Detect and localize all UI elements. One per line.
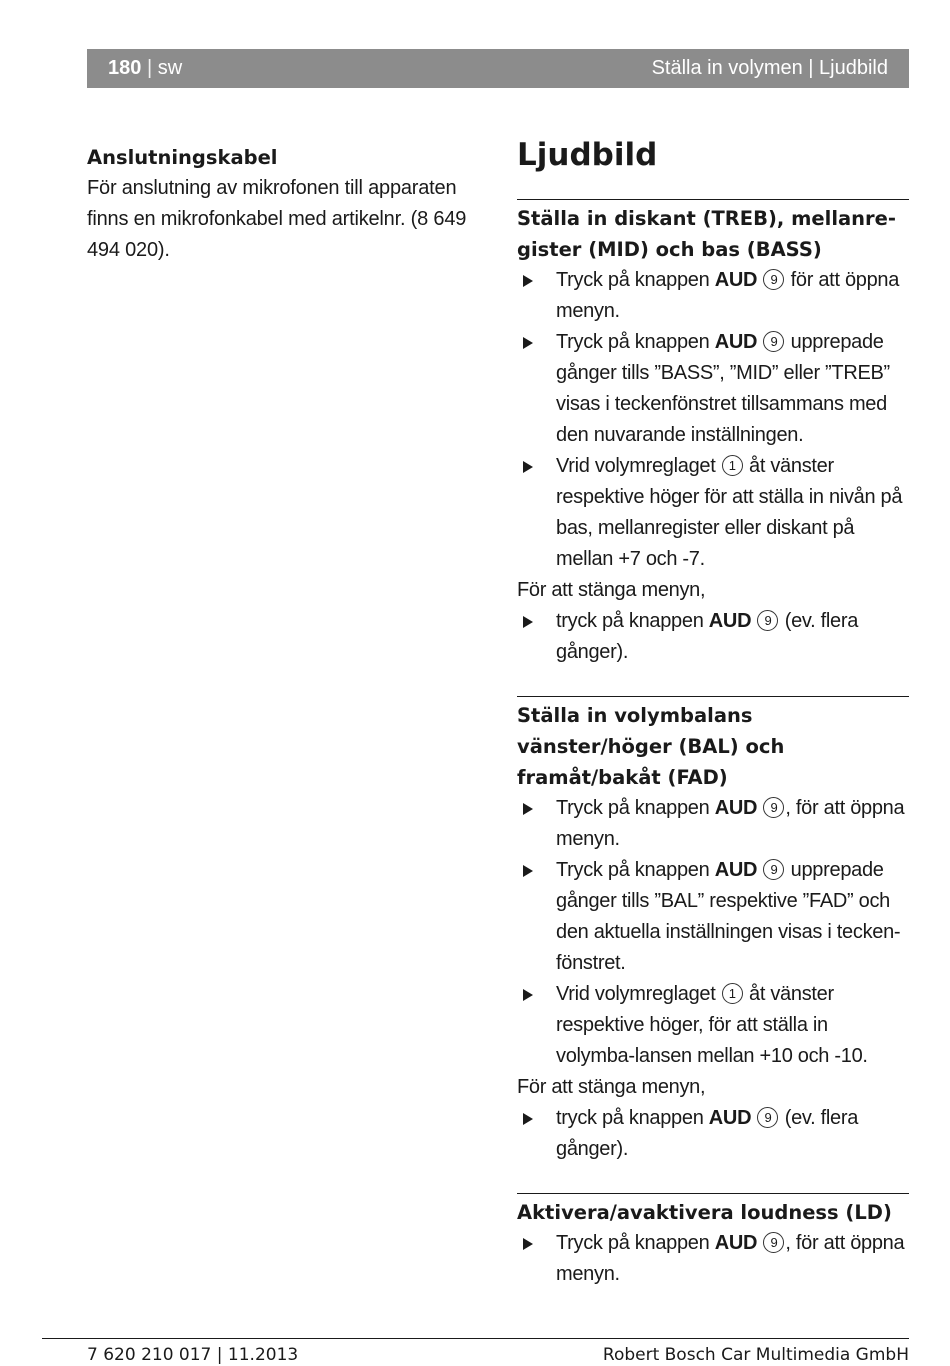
list-item: [517, 979, 909, 1072]
list-item: [517, 606, 909, 668]
ref-number-icon: 9: [763, 797, 784, 818]
footer-company: Robert Bosch Car Multimedia GmbH: [602, 1345, 909, 1365]
button-name: AUD: [714, 331, 758, 353]
ref-number-icon: 9: [757, 610, 778, 631]
section-divider: [517, 1193, 909, 1194]
footer-doc-number: 7 620 210 017 | 11.2013: [87, 1345, 299, 1365]
arrow-bullet-icon: [523, 461, 533, 473]
step-text: Tryck på knappen: [556, 331, 715, 353]
step-text: Tryck på knappen: [556, 269, 715, 291]
list-item: [517, 451, 909, 575]
step-text: , för att öppna menyn.: [556, 797, 905, 850]
step-text: Vrid volymreglaget: [556, 455, 721, 477]
step-text: för att öppna menyn.: [556, 269, 900, 322]
step-text: upprepade gånger tills ”BASS”, ”MID” eller ”TREB” visas i teckenfönstret tillsammans med den nuvarande inställningen.: [556, 331, 890, 446]
arrow-bullet-icon: [523, 803, 533, 815]
tone-steps: [517, 265, 909, 575]
list-item: [517, 793, 909, 855]
close-steps: [517, 1103, 909, 1165]
page-header: [87, 49, 909, 88]
button-name: AUD: [708, 610, 752, 632]
step-text: Tryck på knappen: [556, 859, 715, 881]
close-steps: [517, 606, 909, 668]
ref-number-icon: 1: [722, 455, 743, 476]
right-column: [517, 134, 909, 1290]
button-name: AUD: [714, 269, 758, 291]
close-menu-text: För att stänga menyn,: [517, 1076, 706, 1098]
section-heading-tone: Ställa in diskant (TREB), mellanre-gister (MID) och bas (BASS): [517, 207, 896, 261]
section-heading-balance: Ställa in volymbalans vänster/höger (BAL) och framåt/bakåt (FAD): [517, 704, 785, 789]
list-item: [517, 855, 909, 979]
list-item: [517, 1103, 909, 1165]
arrow-bullet-icon: [523, 616, 533, 628]
step-text: Vrid volymreglaget: [556, 983, 721, 1005]
step-text: tryck på knappen: [556, 610, 709, 632]
close-menu-text: För att stänga menyn,: [517, 579, 706, 601]
ref-number-icon: 9: [763, 1232, 784, 1253]
balance-steps: [517, 793, 909, 1072]
ref-number-icon: 9: [763, 331, 784, 352]
button-name: AUD: [708, 1107, 752, 1129]
page-number: 180: [108, 57, 142, 79]
ref-number-icon: 9: [763, 859, 784, 880]
step-text: åt vänster respektive höger för att ställa in nivån på bas, mellanregister eller diskant på mellan +7 och -7.: [556, 455, 903, 570]
arrow-bullet-icon: [523, 337, 533, 349]
arrow-bullet-icon: [523, 275, 533, 287]
header-left: [108, 57, 182, 80]
step-text: (ev. flera gånger).: [556, 1107, 859, 1160]
section-heading-loudness: Aktivera/avaktivera loudness (LD): [517, 1201, 892, 1224]
button-name: AUD: [714, 797, 758, 819]
step-text: tryck på knappen: [556, 1107, 709, 1129]
page-title: Ljudbild: [517, 137, 658, 173]
ref-number-icon: 9: [757, 1107, 778, 1128]
list-item: [517, 265, 909, 327]
header-separator: |: [146, 57, 153, 79]
step-text: Tryck på knappen: [556, 797, 715, 819]
ref-number-icon: 1: [722, 983, 743, 1004]
section-divider: [517, 199, 909, 200]
arrow-bullet-icon: [523, 1113, 533, 1125]
ref-number-icon: 9: [763, 269, 784, 290]
footer-divider: [42, 1338, 909, 1339]
button-name: AUD: [714, 859, 758, 881]
section-divider: [517, 696, 909, 697]
list-item: [517, 327, 909, 451]
arrow-bullet-icon: [523, 1238, 533, 1250]
step-text: upprepade gånger tills ”BAL” respektive ”FAD” och den aktuella inställningen visas i tecken-fönstret.: [556, 859, 901, 974]
list-item: [517, 1228, 909, 1290]
left-column: [87, 142, 477, 266]
loudness-steps: [517, 1228, 909, 1290]
header-section-title: Ställa in volymen | Ljudbild: [651, 57, 888, 79]
arrow-bullet-icon: [523, 989, 533, 1001]
button-name: AUD: [714, 1232, 758, 1254]
arrow-bullet-icon: [523, 865, 533, 877]
language-code: sw: [157, 57, 183, 79]
step-text: (ev. flera gånger).: [556, 610, 859, 663]
step-text: , för att öppna menyn.: [556, 1232, 905, 1285]
cable-body: För anslutning av mikrofonen till apparaten finns en mikrofonkabel med artikelnr. (8 649 494 020).: [87, 177, 467, 261]
step-text: Tryck på knappen: [556, 1232, 715, 1254]
step-text: åt vänster respektive höger, för att ställa in volymba-lansen mellan +10 och -10.: [556, 983, 868, 1067]
cable-heading: Anslutningskabel: [87, 146, 278, 169]
